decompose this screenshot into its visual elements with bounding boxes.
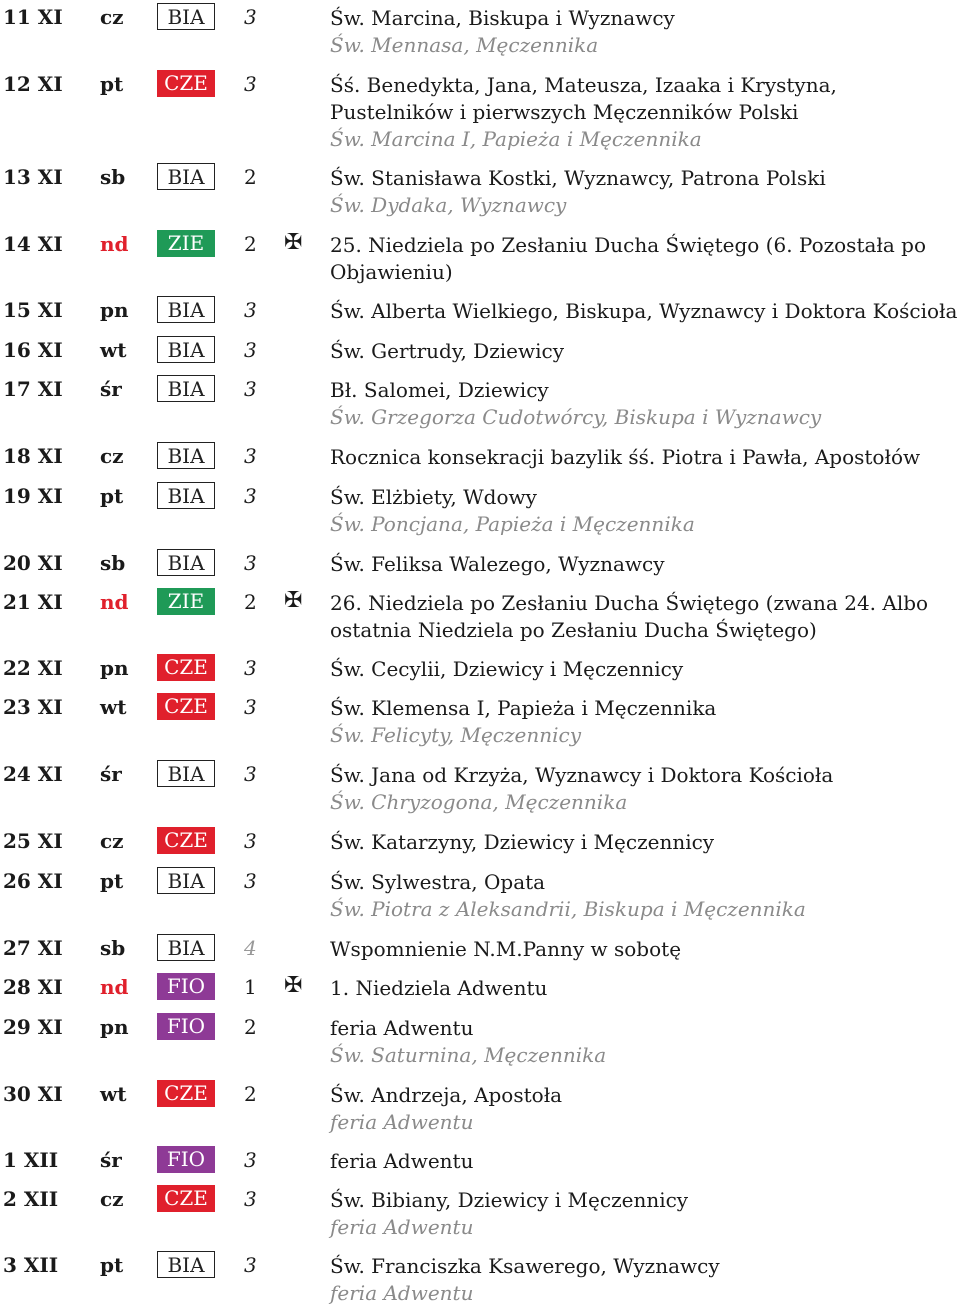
liturgical-color-badge: ZIE — [157, 588, 215, 615]
row-date: 11 XI — [3, 5, 63, 29]
row-date: 1 XII — [3, 1148, 59, 1172]
row-date: 20 XI — [3, 551, 63, 575]
feast-title: Wspomnienie N.M.Panny w sobotę — [330, 937, 682, 961]
row-date: 3 XII — [3, 1253, 59, 1277]
row-date: 19 XI — [3, 484, 63, 508]
liturgical-color-badge: CZE — [157, 693, 215, 720]
row-date: 2 XII — [3, 1187, 59, 1211]
feast-title: Św. Franciszka Ksawerego, Wyznawcy — [330, 1254, 720, 1278]
liturgical-color-badge: FIO — [157, 1146, 215, 1173]
commemoration: Św. Chryzogona, Męczennika — [330, 790, 628, 814]
feast-class: 3 — [244, 1187, 257, 1211]
row-date: 28 XI — [3, 975, 63, 999]
row-weekday: pt — [100, 72, 124, 96]
row-date: 26 XI — [3, 869, 63, 893]
row-texts — [330, 695, 958, 749]
liturgical-color-badge: CZE — [157, 70, 215, 97]
commemoration: feria Adwentu — [330, 1215, 474, 1239]
commemoration: Św. Dydaka, Wyznawcy — [330, 193, 567, 217]
liturgical-color-badge: BIA — [157, 482, 215, 509]
liturgical-color-badge: CZE — [157, 1185, 215, 1212]
feast-title: Św. Feliksa Walezego, Wyznawcy — [330, 552, 665, 576]
liturgical-color-badge: BIA — [157, 3, 215, 30]
commemoration: Św. Poncjana, Papieża i Męczennika — [330, 512, 695, 536]
row-texts — [330, 338, 958, 365]
liturgical-color-badge: ZIE — [157, 230, 215, 257]
row-texts — [330, 829, 958, 856]
row-weekday: śr — [100, 762, 122, 786]
row-date: 16 XI — [3, 338, 63, 362]
commemoration: Św. Felicyty, Męczennicy — [330, 723, 582, 747]
liturgical-color-badge: BIA — [157, 867, 215, 894]
row-date: 22 XI — [3, 656, 63, 680]
row-texts — [330, 5, 958, 59]
row-texts — [330, 762, 958, 816]
row-weekday: śr — [100, 1148, 122, 1172]
row-texts — [330, 1253, 958, 1307]
feast-class: 2 — [244, 165, 257, 189]
row-texts — [330, 869, 958, 923]
row-weekday: sb — [100, 165, 126, 189]
row-weekday: pn — [100, 298, 129, 322]
row-texts — [330, 656, 958, 683]
row-weekday: nd — [100, 975, 129, 999]
feast-class: 3 — [244, 72, 257, 96]
row-texts — [330, 165, 958, 219]
feast-title: Śś. Benedykta, Jana, Mateusza, Izaaka i Krystyna, Pustelników i pierwszych Męczenników Polski — [330, 73, 837, 124]
row-texts — [330, 551, 958, 578]
row-date: 18 XI — [3, 444, 63, 468]
row-date: 25 XI — [3, 829, 63, 853]
feast-class: 4 — [244, 936, 257, 960]
feast-title: Św. Andrzeja, Apostoła — [330, 1083, 563, 1107]
liturgical-color-badge: FIO — [157, 1013, 215, 1040]
feast-title: 25. Niedziela po Zesłaniu Ducha Świętego (6. Pozostała po Objawieniu) — [330, 233, 927, 284]
liturgical-color-badge: CZE — [157, 654, 215, 681]
liturgical-color-badge: BIA — [157, 296, 215, 323]
feast-class: 3 — [244, 377, 257, 401]
liturgical-color-badge: BIA — [157, 163, 215, 190]
row-weekday: wt — [100, 695, 127, 719]
row-weekday: nd — [100, 590, 129, 614]
row-date: 23 XI — [3, 695, 63, 719]
row-weekday: nd — [100, 232, 129, 256]
row-weekday: pn — [100, 656, 129, 680]
liturgical-color-badge: BIA — [157, 442, 215, 469]
liturgical-color-badge: BIA — [157, 1251, 215, 1278]
row-weekday: pt — [100, 484, 124, 508]
feast-class: 3 — [244, 484, 257, 508]
feast-class: 3 — [244, 5, 257, 29]
row-weekday: wt — [100, 338, 127, 362]
feast-class: 3 — [244, 762, 257, 786]
row-texts — [330, 1082, 958, 1136]
commemoration: Św. Marcina I, Papieża i Męczennika — [330, 127, 702, 151]
feast-title: Św. Marcina, Biskupa i Wyznawcy — [330, 6, 675, 30]
feast-title: Św. Elżbiety, Wdowy — [330, 485, 537, 509]
feast-title: 26. Niedziela po Zesłaniu Ducha Świętego (zwana 24. Albo ostatnia Niedziela po Zesłaniu Ducha Świętego) — [330, 591, 929, 642]
liturgical-color-badge: BIA — [157, 375, 215, 402]
liturgical-color-badge: BIA — [157, 760, 215, 787]
feast-class: 3 — [244, 444, 257, 468]
row-date: 12 XI — [3, 72, 63, 96]
row-texts — [330, 377, 958, 431]
row-texts — [330, 298, 958, 325]
commemoration: Św. Grzegorza Cudotwórcy, Biskupa i Wyznawcy — [330, 405, 822, 429]
row-weekday: cz — [100, 1187, 124, 1211]
feast-title: Św. Gertrudy, Dziewicy — [330, 339, 564, 363]
liturgical-color-badge: CZE — [157, 827, 215, 854]
row-date: 21 XI — [3, 590, 63, 614]
row-texts — [330, 1187, 958, 1241]
feast-title: Św. Katarzyny, Dziewicy i Męczennicy — [330, 830, 715, 854]
liturgical-color-badge: CZE — [157, 1080, 215, 1107]
row-date: 13 XI — [3, 165, 63, 189]
row-texts — [330, 1015, 958, 1069]
row-date: 30 XI — [3, 1082, 63, 1106]
liturgical-color-badge: BIA — [157, 549, 215, 576]
feast-class: 3 — [244, 551, 257, 575]
row-weekday: sb — [100, 936, 126, 960]
row-date: 17 XI — [3, 377, 63, 401]
row-texts — [330, 232, 958, 286]
feast-class: 2 — [244, 1082, 257, 1106]
row-date: 15 XI — [3, 298, 63, 322]
feast-title: Św. Alberta Wielkiego, Biskupa, Wyznawcy i Doktora Kościoła — [330, 299, 958, 323]
row-date: 14 XI — [3, 232, 63, 256]
row-weekday: pt — [100, 1253, 124, 1277]
liturgical-color-badge: BIA — [157, 934, 215, 961]
commemoration: feria Adwentu — [330, 1110, 474, 1134]
liturgical-color-badge: BIA — [157, 336, 215, 363]
row-texts — [330, 936, 958, 963]
row-weekday: cz — [100, 444, 124, 468]
cross-icon: ✠ — [284, 230, 303, 255]
commemoration: Św. Mennasa, Męczennika — [330, 33, 599, 57]
row-texts — [330, 1148, 958, 1175]
commemoration: Św. Saturnina, Męczennika — [330, 1043, 607, 1067]
feast-title: Św. Sylwestra, Opata — [330, 870, 546, 894]
feast-title: Bł. Salomei, Dziewicy — [330, 378, 549, 402]
feast-class: 3 — [244, 1148, 257, 1172]
row-weekday: pn — [100, 1015, 129, 1039]
feast-class: 1 — [244, 975, 257, 999]
row-texts — [330, 590, 958, 644]
row-weekday: cz — [100, 5, 124, 29]
row-texts — [330, 72, 958, 153]
feast-class: 3 — [244, 298, 257, 322]
feast-title: Św. Jana od Krzyża, Wyznawcy i Doktora Kościoła — [330, 763, 834, 787]
feast-class: 3 — [244, 869, 257, 893]
cross-icon: ✠ — [284, 588, 303, 613]
row-texts — [330, 975, 958, 1002]
feast-title: Rocznica konsekracji bazylik śś. Piotra i Pawła, Apostołów — [330, 445, 921, 469]
feast-title: Św. Cecylii, Dziewicy i Męczennicy — [330, 657, 684, 681]
row-date: 24 XI — [3, 762, 63, 786]
cross-icon: ✠ — [284, 973, 303, 998]
feast-title: Św. Bibiany, Dziewicy i Męczennicy — [330, 1188, 689, 1212]
commemoration: Św. Piotra z Aleksandrii, Biskupa i Męczennika — [330, 897, 806, 921]
feast-class: 3 — [244, 656, 257, 680]
feast-title: Św. Stanisława Kostki, Wyznawcy, Patrona Polski — [330, 166, 826, 190]
feast-class: 2 — [244, 590, 257, 614]
commemoration: feria Adwentu — [330, 1281, 474, 1305]
feast-title: 1. Niedziela Adwentu — [330, 976, 548, 1000]
row-texts — [330, 444, 958, 471]
feast-title: feria Adwentu — [330, 1149, 474, 1173]
row-weekday: sb — [100, 551, 126, 575]
row-weekday: wt — [100, 1082, 127, 1106]
feast-class: 3 — [244, 829, 257, 853]
row-weekday: pt — [100, 869, 124, 893]
row-date: 27 XI — [3, 936, 63, 960]
feast-class: 3 — [244, 338, 257, 362]
row-date: 29 XI — [3, 1015, 63, 1039]
row-weekday: śr — [100, 377, 122, 401]
row-texts — [330, 484, 958, 538]
feast-class: 3 — [244, 1253, 257, 1277]
liturgical-color-badge: FIO — [157, 973, 215, 1000]
row-weekday: cz — [100, 829, 124, 853]
feast-title: feria Adwentu — [330, 1016, 474, 1040]
feast-title: Św. Klemensa I, Papieża i Męczennika — [330, 696, 717, 720]
feast-class: 3 — [244, 695, 257, 719]
feast-class: 2 — [244, 232, 257, 256]
feast-class: 2 — [244, 1015, 257, 1039]
